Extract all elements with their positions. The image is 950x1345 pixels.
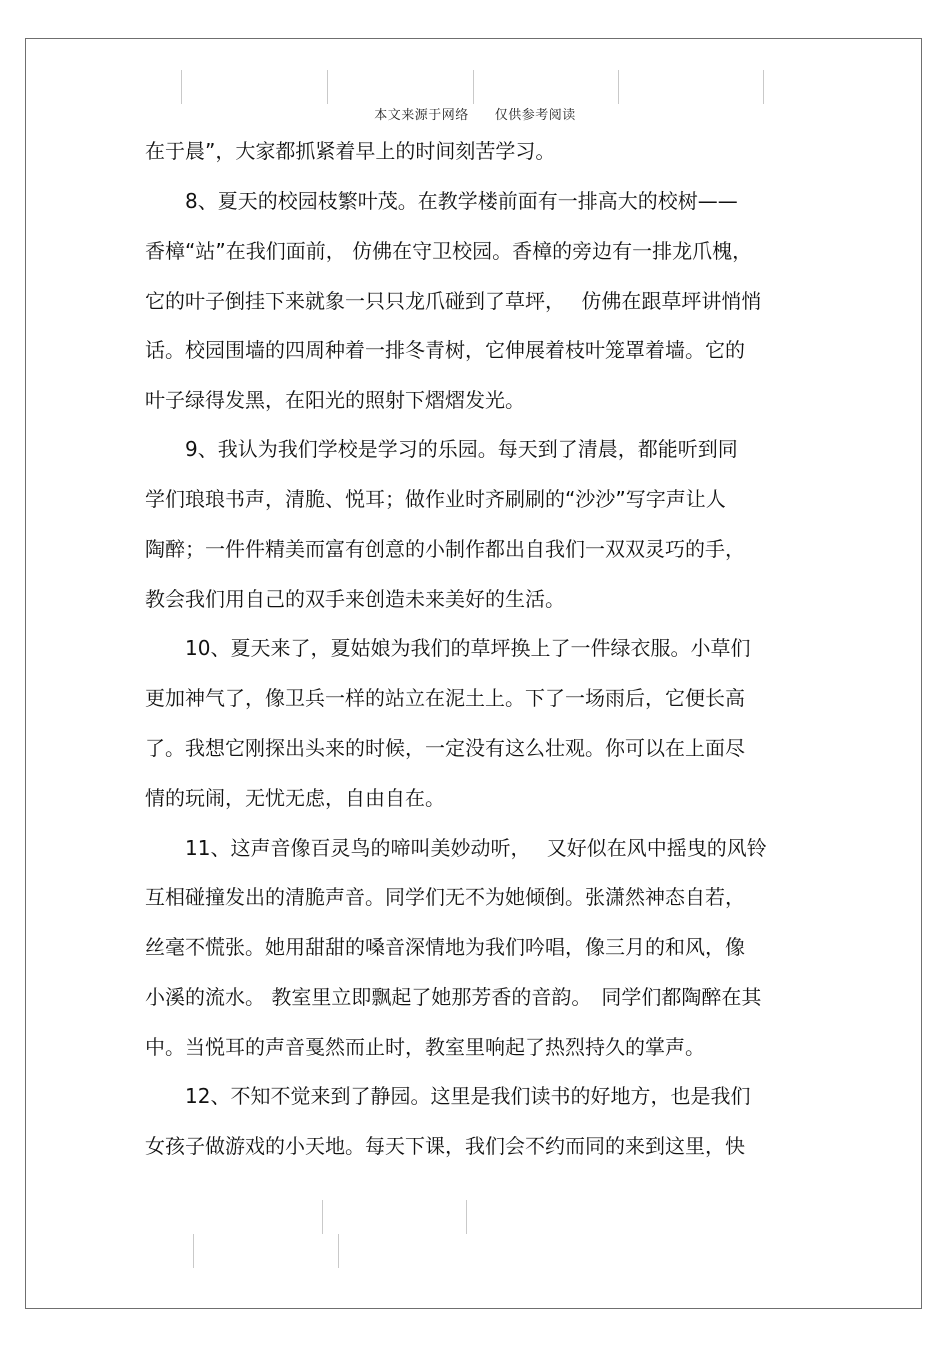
source-note: 本文来源于网络 [374,108,469,123]
page-border [25,38,922,1309]
text-line: 互相碰撞发出的清脆声音。同学们无不为她倾倒。张潇然神态自若， [145,885,745,909]
reference-note: 仅供参考阅读 [494,108,576,123]
text-line: 它的叶子倒挂下来就象一只只龙爪碰到了草坪， 仿佛在跟草坪讲悄悄 [145,289,762,313]
text-line: 9、我认为我们学校是学习的乐园。每天到了清晨，都能听到同 [145,437,738,461]
margin-tick [327,70,328,104]
text-line: 陶醉；一件件精美而富有创意的小制作都出自我们一双双灵巧的手， [145,537,745,561]
margin-tick [322,1200,323,1234]
text-line: 叶子绿得发黑，在阳光的照射下熠熠发光。 [145,388,525,412]
margin-tick [466,1200,467,1234]
text-line: 8、夏天的校园枝繁叶茂。在教学楼前面有一排高大的校树—— [145,189,738,213]
margin-tick [763,70,764,104]
header-note [0,104,950,123]
text-line: 情的玩闹，无忧无虑，自由自在。 [145,786,445,810]
text-line: 香樟“站”在我们面前， 仿佛在守卫校园。香樟的旁边有一排龙爪槐， [145,239,753,263]
text-line: 10、夏天来了，夏姑娘为我们的草坪换上了一件绿衣服。小草们 [145,636,751,660]
margin-tick [618,70,619,104]
text-line: 话。校园围墙的四周种着一排冬青树，它伸展着枝叶笼罩着墙。它的 [145,338,745,362]
margin-tick [338,1234,339,1268]
text-line: 教会我们用自己的双手来创造未来美好的生活。 [145,587,565,611]
text-line: 学们琅琅书声，清脆、悦耳；做作业时齐刷刷的“沙沙”写字声让人 [145,487,726,511]
text-line: 12、不知不觉来到了静园。这里是我们读书的好地方，也是我们 [145,1084,751,1108]
margin-tick [181,70,182,104]
margin-tick [473,70,474,104]
text-line: 了。我想它刚探出头来的时候，一定没有这么壮观。你可以在上面尽 [145,736,745,760]
text-line: 女孩子做游戏的小天地。每天下课，我们会不约而同的来到这里，快 [145,1134,745,1158]
text-line: 小溪的流水。 教室里立即飘起了她那芳香的音韵。 同学们都陶醉在其 [145,985,762,1009]
text-line: 更加神气了，像卫兵一样的站立在泥土上。下了一场雨后，它便长高 [145,686,745,710]
text-line: 11、这声音像百灵鸟的啼叫美妙动听， 又好似在风中摇曳的风铃 [145,836,767,860]
text-line: 中。当悦耳的声音戛然而止时，教室里响起了热烈持久的掌声。 [145,1035,705,1059]
margin-tick [193,1234,194,1268]
text-line: 丝毫不慌张。她用甜甜的嗓音深情地为我们吟唱，像三月的和风，像 [145,935,745,959]
text-line: 在于晨”，大家都抓紧着早上的时间刻苦学习。 [145,139,556,163]
